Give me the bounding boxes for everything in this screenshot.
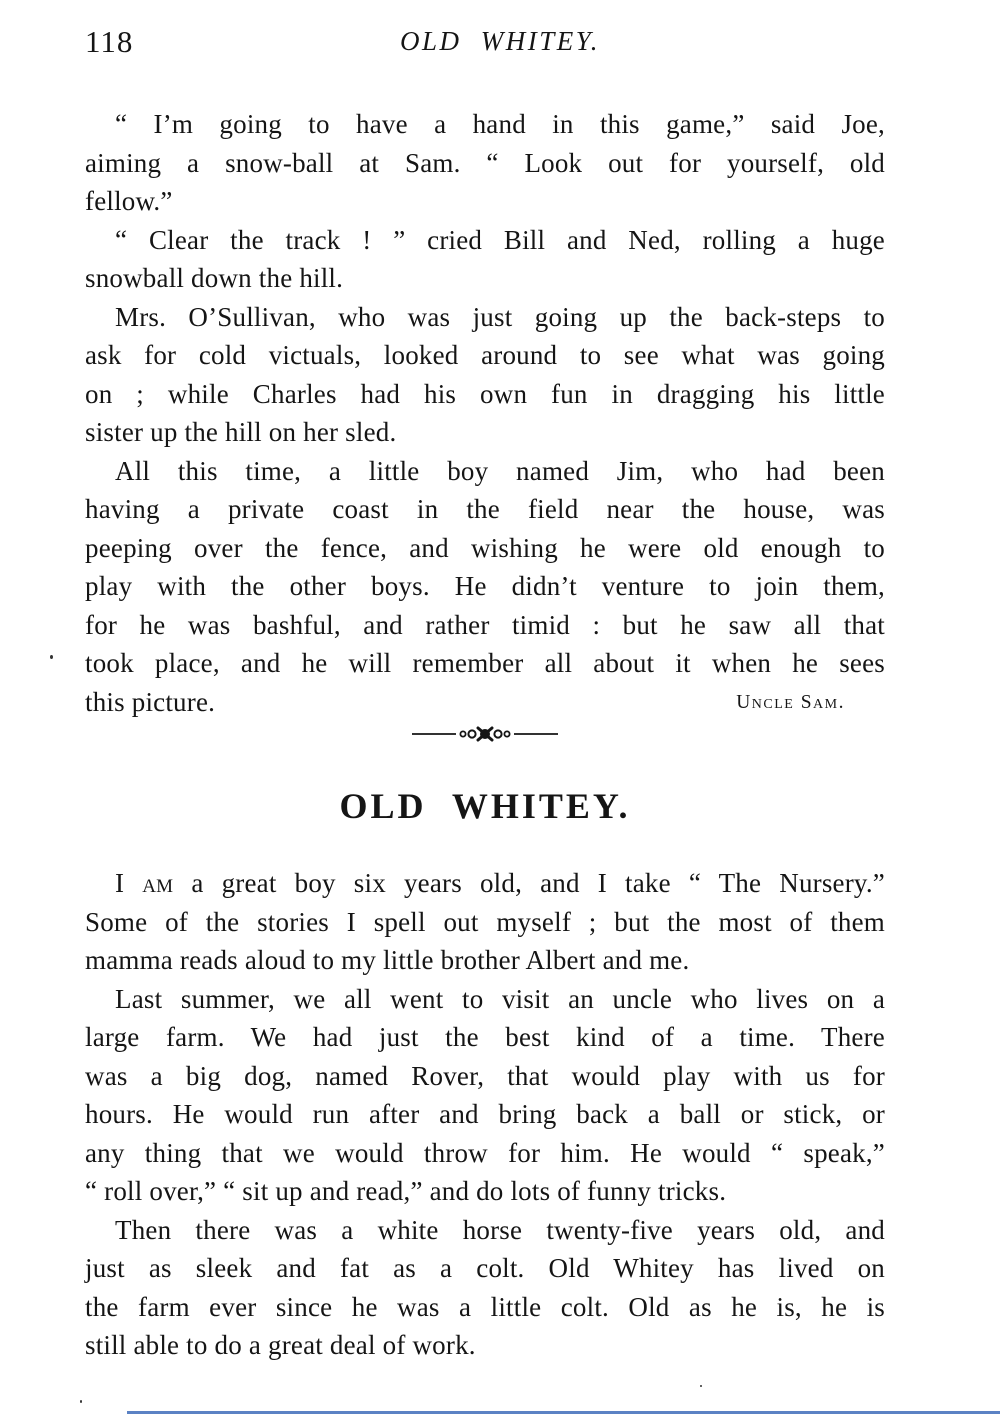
scan-artifact-line bbox=[127, 1411, 1000, 1414]
text-line: sister up the hill on her sled. bbox=[85, 417, 397, 447]
text-line: Some of the stories I spell out myself ; but the most of them bbox=[85, 906, 885, 937]
text-line: play with the other boys. He didn’t venture to join them, bbox=[85, 571, 885, 601]
story-end-text bbox=[85, 105, 885, 721]
text-line: having a private coast in the field near the house, was bbox=[85, 494, 885, 524]
text-line: Last summer, we all went to visit an uncle who lives on a bbox=[115, 983, 885, 1014]
text-line: was a big dog, named Rover, that would play with us for bbox=[85, 1060, 885, 1091]
text-line: “ roll over,” “ sit up and read,” and do lots of funny tricks. bbox=[85, 1176, 727, 1206]
running-header: OLD WHITEY. bbox=[399, 26, 601, 56]
text-line: on ; while Charles had his own fun in dragging his little bbox=[85, 378, 885, 409]
text-line: still able to do a great deal of work. bbox=[85, 1330, 476, 1360]
text-line: Then there was a white horse twenty-five years old, and bbox=[115, 1214, 885, 1245]
text-line: this picture. bbox=[85, 686, 216, 717]
text-line: snowball down the hill. bbox=[85, 263, 344, 293]
text-line: mamma reads aloud to my little brother Albert and me. bbox=[85, 945, 690, 975]
text-line: aiming a snow-ball at Sam. “ Look out for yourself, old bbox=[85, 147, 885, 178]
text-line: Mrs. O’Sullivan, who was just going up the back-steps to bbox=[115, 301, 885, 332]
text-line: for he was bashful, and rather timid : but he saw all that bbox=[85, 609, 885, 640]
text-line: I am a great boy six years old, and I take “ The Nursery.” bbox=[115, 868, 885, 898]
section-divider bbox=[85, 726, 885, 742]
text-line: large farm. We had just the best kind of a time. There bbox=[85, 1022, 885, 1052]
page-number: 118 bbox=[85, 24, 134, 59]
ink-speck bbox=[700, 1385, 702, 1387]
text-line: All this time, a little boy named Jim, who had been bbox=[115, 455, 885, 486]
ink-speck bbox=[50, 655, 53, 659]
story-body-text bbox=[85, 864, 885, 1365]
text-line: any thing that we would throw for him. He would “ speak,” bbox=[85, 1137, 885, 1168]
text-line: ask for cold victuals, looked around to see what was going bbox=[85, 340, 885, 370]
text-line: just as sleek and fat as a colt. Old Whitey has lived on bbox=[85, 1253, 885, 1283]
text-line: fellow.” bbox=[85, 186, 173, 216]
divider-ornament-icon bbox=[410, 726, 560, 742]
text-line: “ I’m going to have a hand in this game,” said Joe, bbox=[115, 109, 885, 139]
story-title: OLD WHITEY. bbox=[339, 786, 631, 826]
text-line: took place, and he will remember all about it when he sees bbox=[85, 648, 885, 678]
text-line: “ Clear the track ! ” cried Bill and Ned, rolling a huge bbox=[115, 224, 885, 255]
author-signature: Uncle Sam. bbox=[736, 691, 845, 713]
text-line: the farm ever since he was a little colt. Old as he is, he is bbox=[85, 1291, 885, 1322]
page-body bbox=[85, 105, 885, 1365]
ink-speck bbox=[80, 1400, 82, 1403]
text-line: hours. He would run after and bring back a ball or stick, or bbox=[85, 1099, 885, 1129]
text-line: peeping over the fence, and wishing he were old enough to bbox=[85, 532, 885, 563]
